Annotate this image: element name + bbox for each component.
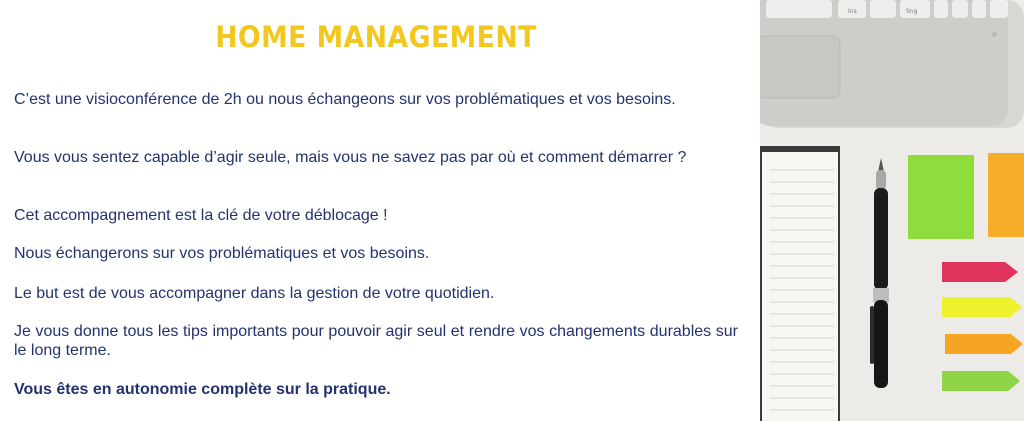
sticky-note-green bbox=[908, 155, 974, 239]
pen bbox=[870, 158, 889, 388]
page-title: HOME MANAGEMENT bbox=[215, 20, 537, 54]
flag-yellow bbox=[942, 297, 1022, 317]
flag-pink bbox=[942, 262, 1018, 282]
desk-illustration bbox=[760, 0, 1024, 421]
paragraph-goal: Le but est de vous accompagner dans la gestion de votre quotidien. bbox=[14, 285, 495, 302]
paragraph-question: Vous vous sentez capable d’agir seule, mais vous ne savez pas par où et comment démarrer ? bbox=[14, 149, 687, 166]
flag-green bbox=[942, 371, 1020, 391]
key-label-ins: Ins bbox=[848, 8, 857, 15]
laptop bbox=[760, 0, 1024, 128]
paragraph-key: Cet accompagnement est la clé de votre déblocage ! bbox=[14, 207, 388, 224]
paragraph-tips: Je vous donne tous les tips importants pour pouvoir agir seul et rendre vos changements durables sur le long terme. bbox=[14, 323, 738, 359]
office-supplies-photo bbox=[760, 0, 1024, 421]
flag-orange bbox=[945, 334, 1023, 354]
paragraph-intro: C’est une visioconférence de 2h ou nous échangeons sur vos problématiques et vos besoins. bbox=[14, 91, 676, 108]
notebook bbox=[760, 146, 840, 421]
paragraph-autonomy: Vous êtes en autonomie complète sur la pratique. bbox=[14, 381, 391, 398]
sticky-note-orange bbox=[988, 153, 1024, 237]
paragraph-exchange: Nous échangerons sur vos problématiques et vos besoins. bbox=[14, 245, 430, 262]
key-label-sng: Sng bbox=[906, 8, 918, 15]
